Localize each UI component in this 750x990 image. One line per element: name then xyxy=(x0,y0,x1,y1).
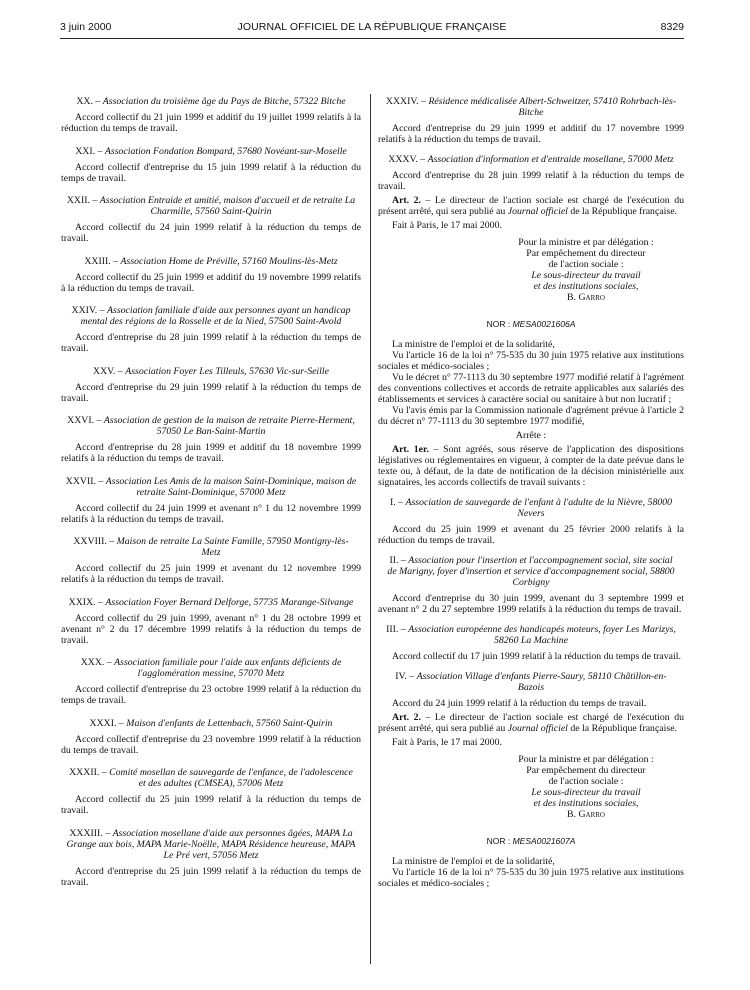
entry-number: XXXV. – xyxy=(388,154,426,165)
preamble-paragraph: Vu le décret n° 77-1113 du 30 septembre 1977 modifié relatif à l'agrément des conventions collectives et accords de retraite applicables aux salariés des établissements et services à caractère social ou sanitaire à but non lucratif ; xyxy=(378,372,684,405)
page-number: 8329 xyxy=(660,21,684,33)
nor-reference xyxy=(378,319,684,329)
entry-title: Association pour l'insertion et l'accompagnement social, site social de Marigny, foyer d'insertion et service d'accompagnement social, 58800 Corbigny xyxy=(387,555,675,588)
signature-line: de l'action sociale : xyxy=(548,776,624,787)
entry-number: XXXI. – xyxy=(89,717,124,729)
entry-heading xyxy=(61,657,361,679)
header-date: 3 juin 2000 xyxy=(60,21,112,33)
right-roman-entries xyxy=(378,488,684,709)
entry-body: Accord d'entreprise du 28 juin 1999 relatif à la réduction du temps de travail. xyxy=(61,332,361,354)
article-2-text: – Le directeur de l'action sociale est chargé de l'exécution du présent arrêté, qui sera publié au xyxy=(378,195,684,217)
entry-body: Accord d'entreprise du 28 juin 1999 relatif à la réduction du temps de travail. xyxy=(378,170,684,192)
signature-line: Pour la ministre et par délégation : xyxy=(518,754,654,765)
fait-line: Fait à Paris, le 17 mai 2000. xyxy=(392,220,502,231)
entry-body: Accord collectif du 24 juin 1999 relatif à la réduction du temps de travail. xyxy=(61,222,361,244)
decree-entry xyxy=(378,555,684,615)
journal-name: Journal officiel xyxy=(507,206,568,217)
spacer xyxy=(61,294,361,306)
signature-line: Par empêchement du directeur xyxy=(526,765,646,776)
arrete-heading: Arrête : xyxy=(515,430,547,441)
article-2-label: Art. 2. xyxy=(392,712,421,723)
entry-body: Accord collectif du 24 juin 1999 et avenant n° 1 du 12 novembre 1999 relatifs à la réduction du temps de travail. xyxy=(61,502,361,525)
spacer xyxy=(378,615,684,624)
entry-title: Association Home de Préville, 57160 Moulins-lès-Metz xyxy=(120,255,338,267)
preamble-paragraph: Vu l'avis émis par la Commission nationale d'agrément prévue à l'article 2 du décret n° 77-1113 du 30 septembre 1977 modifié, xyxy=(378,405,684,427)
nor-code: MESA0021606A xyxy=(512,319,576,329)
entry-heading xyxy=(61,597,361,608)
signature-block xyxy=(488,754,684,820)
entry-body: Accord du 25 juin 1999 et avenant du 25 février 2000 relatifs à la réduction du temps de travail. xyxy=(378,524,684,546)
page-header xyxy=(60,21,684,35)
decree-entry xyxy=(61,657,361,706)
article-1-label: Art. 1er. xyxy=(392,444,429,455)
spacer xyxy=(61,404,361,416)
preamble-paragraph: La ministre de l'emploi et de la solidarité, xyxy=(392,856,555,867)
article-2-label: Art. 2. xyxy=(392,195,421,206)
signature-line: de l'action sociale : xyxy=(548,259,624,270)
signature-line: Le sous-directeur du travail xyxy=(531,787,641,798)
spacer xyxy=(378,488,684,497)
entry-body: Accord collectif du 25 juin 1999 et additif du 19 novembre 1999 relatifs à la réduction du temps de travail. xyxy=(61,271,361,294)
entry-heading xyxy=(61,767,361,789)
entry-body: Accord d'entreprise du 28 juin 1999 et additif du 18 novembre 1999 relatifs à la réduction du temps de travail. xyxy=(61,442,361,464)
preamble-paragraph: La ministre de l'emploi et de la solidarité, xyxy=(392,339,555,350)
decree-entry xyxy=(61,718,361,756)
decree-entry xyxy=(61,476,361,525)
entry-number: XXII. – xyxy=(66,195,98,206)
entry-heading xyxy=(61,415,361,437)
article-1-text: – Sont agréés, sous réserve de l'application des dispositions législatives ou réglementaires en vigueur, à compter de la date prévue dans le texte ou, à défaut, de la date de notification de la décision ministérielle aux signataires, les accords collectifs de travail suivants : xyxy=(378,444,684,488)
decree-entry xyxy=(61,305,361,354)
entry-number: XXXIII. – xyxy=(69,827,111,839)
entry-title: Association Village d'enfants Pierre-Saury, 58110 Châtillon-en-Bazois xyxy=(416,671,667,693)
entry-body: Accord d'entreprise du 25 juin 1999 relatif à la réduction du temps de travail. xyxy=(61,865,361,888)
signature-line: et des institutions sociales, xyxy=(533,798,639,809)
decree-entry xyxy=(61,256,361,294)
entry-body: Accord collectif du 29 juin 1999, avenant n° 1 du 28 octobre 1999 et avenant n° 2 du 17 décembre 1999 relatifs à la réduction du temps de travail. xyxy=(61,612,361,646)
nor-code: MESA0021607A xyxy=(512,836,576,846)
nor-reference xyxy=(378,836,684,846)
decree-entry xyxy=(61,415,361,464)
entry-title: Association mosellane d'aide aux personnes âgées, MAPA La Grange aux bois, MAPA Marie-Noëlle, MAPA Résidence heureuse, MAPA Le Pré vert, 57056 Metz xyxy=(66,827,356,861)
spacer xyxy=(378,662,684,671)
decree-entry xyxy=(61,96,361,134)
entry-number: XXVI. – xyxy=(67,415,102,426)
entry-heading xyxy=(61,256,361,267)
entry-heading xyxy=(61,96,361,107)
spacer xyxy=(61,134,361,146)
entry-body: Accord collectif du 21 juin 1999 et additif du 19 juillet 1999 relatifs à la réduction du temps de travail. xyxy=(61,112,361,134)
spacer xyxy=(61,354,361,366)
decree-entry xyxy=(61,195,361,244)
entry-title: Association de gestion de la maison de retraite Pierre-Herment, 57050 Le Ban-Saint-Martin xyxy=(103,415,355,437)
entry-heading xyxy=(61,536,361,558)
entry-number: XXV. – xyxy=(93,365,123,377)
spacer xyxy=(61,184,361,196)
article-2 xyxy=(378,195,684,217)
article-2-text: – Le directeur de l'action sociale est chargé de l'exécution du présent arrêté, qui sera publié au xyxy=(378,712,684,734)
entry-title: Association de sauvegarde de l'enfant à l'adulte de la Nièvre, 58000 Nevers xyxy=(405,497,673,519)
entry-body: Accord collectif du 17 juin 1999 relatif à la réduction du temps de travail. xyxy=(392,651,681,662)
entry-number: IV. – xyxy=(395,671,415,682)
entry-title: Association d'information et d'entraide mosellane, 57000 Metz xyxy=(427,154,674,165)
decree-entry xyxy=(378,624,684,662)
spacer xyxy=(378,546,684,555)
entry-number: XXXIV. – xyxy=(385,96,426,107)
spacer xyxy=(61,756,361,768)
entry-number: XXIX. – xyxy=(68,596,103,608)
signature-name: B. Garro xyxy=(567,809,605,820)
entry-title: Association familiale d'aide aux personnes ayant un handicap mental des régions de la Rosselle et de la Nied, 57500 Saint-Avold xyxy=(80,305,351,327)
left-column xyxy=(61,96,361,888)
preamble-paragraph: Vu l'article 16 de la loi n° 75-535 du 30 juin 1975 relative aux institutions sociales et médico-sociales ; xyxy=(378,350,684,372)
entry-number: I. – xyxy=(389,497,404,508)
entry-body: Accord d'entreprise du 29 juin 1999 relatif à la réduction du temps de travail. xyxy=(61,381,361,404)
entry-heading xyxy=(378,497,684,519)
entry-number: III. – xyxy=(386,624,406,635)
entry-body: Accord collectif du 25 juin 1999 relatif à la réduction du temps de travail. xyxy=(61,794,361,816)
entry-heading xyxy=(378,154,684,165)
spacer xyxy=(61,464,361,476)
entry-number: XXI. – xyxy=(75,145,103,157)
nor-label: NOR : xyxy=(486,319,511,329)
entry-number: XXVII. – xyxy=(65,475,104,487)
entry-heading xyxy=(61,146,361,157)
spacer xyxy=(61,525,361,537)
entry-heading xyxy=(61,366,361,377)
entry-title: Association Foyer Bernard Delforge, 57735 Marange-Silvange xyxy=(105,596,354,608)
nor-label: NOR : xyxy=(486,836,511,846)
signature-line: Par empêchement du directeur xyxy=(526,248,646,259)
final-preamble xyxy=(378,856,684,889)
decree-entry xyxy=(61,828,361,888)
decree-entry xyxy=(61,146,361,184)
entry-number: XXVIII. – xyxy=(73,536,115,547)
signature-block xyxy=(488,237,684,303)
signature-line: Le sous-directeur du travail xyxy=(531,270,641,281)
decree-entry xyxy=(61,767,361,816)
entry-number: XXIII. – xyxy=(84,255,119,267)
entry-number: XXX. – xyxy=(80,657,112,668)
spacer xyxy=(378,145,684,154)
signature-name: B. Garro xyxy=(567,292,605,303)
entry-title: Association européenne des handicapés moteurs, foyer Les Marizys, 58260 La Machine xyxy=(408,624,676,646)
entry-title: Maison d'enfants de Lettenbach, 57560 Saint-Quirin xyxy=(126,717,333,729)
entry-title: Comité mosellan de sauvegarde de l'enfance, de l'adolescence et des adultes (CMSEA), 57006 Metz xyxy=(109,767,353,789)
column-divider xyxy=(370,94,371,964)
header-title: JOURNAL OFFICIEL DE LA RÉPUBLIQUE FRANÇAISE xyxy=(237,21,507,33)
decree-entry xyxy=(378,154,684,192)
spacer xyxy=(61,646,361,658)
header-rule xyxy=(60,38,684,39)
article-1 xyxy=(378,444,684,488)
signature-line: et des institutions sociales, xyxy=(533,281,639,292)
fait-line: Fait à Paris, le 17 mai 2000. xyxy=(392,737,502,748)
entry-number: XX. – xyxy=(76,96,101,107)
entry-heading xyxy=(378,624,684,646)
entry-title: Association Entraide et amitié, maison d'accueil et de retraite La Charmille, 57560 Saint-Quirin xyxy=(99,195,356,217)
entry-number: II. – xyxy=(389,555,406,566)
article-2-text-end: de la République française. xyxy=(567,206,677,217)
journal-name: Journal officiel xyxy=(507,723,568,734)
entry-number: XXIV. – xyxy=(71,305,105,316)
entry-title: Association Foyer Les Tilleuls, 57630 Vic-sur-Seille xyxy=(125,365,329,377)
spacer xyxy=(61,816,361,828)
entry-title: Résidence médicalisée Albert-Schweitzer, 57410 Rohrbach-lès-Bitche xyxy=(428,96,677,118)
entry-body: Accord collectif du 25 juin 1999 et avenant du 12 novembre 1999 relatifs à la réduction du temps de travail. xyxy=(61,563,361,585)
preamble-paragraph: Vu l'article 16 de la loi n° 75-535 du 30 juin 1975 relative aux institutions sociales et médico-sociales ; xyxy=(378,867,684,889)
decree-preamble xyxy=(378,339,684,427)
right-column xyxy=(378,96,684,889)
spacer xyxy=(61,244,361,256)
decree-entry xyxy=(61,536,361,585)
entry-heading xyxy=(61,476,361,498)
article-2-second xyxy=(378,712,684,734)
decree-entry xyxy=(378,96,684,145)
entry-heading xyxy=(61,718,361,729)
entry-body: Accord du 24 juin 1999 relatif à la réduction du temps de travail. xyxy=(392,698,647,709)
entry-title: Association du troisième âge du Pays de Bitche, 57322 Bitche xyxy=(102,96,346,107)
decree-entry xyxy=(61,366,361,404)
spacer xyxy=(61,585,361,597)
decree-entry xyxy=(378,671,684,709)
right-top-entries xyxy=(378,96,684,192)
entry-heading xyxy=(61,828,361,861)
entry-title: Maison de retraite La Sainte Famille, 57950 Montigny-lès-Metz xyxy=(116,536,349,558)
entry-heading xyxy=(378,96,684,118)
entry-title: Association familiale pour l'aide aux enfants déficients de l'agglomération messine, 57070 Metz xyxy=(114,657,342,679)
entry-body: Accord collectif d'entreprise du 23 octobre 1999 relatif à la réduction du temps de travail. xyxy=(61,684,361,706)
entry-heading xyxy=(378,671,684,693)
entry-title: Association Fondation Bompard, 57680 Novéant-sur-Moselle xyxy=(104,145,347,157)
entry-heading xyxy=(61,195,361,217)
entry-title: Association Les Amis de la maison Saint-Dominique, maison de retraite Saint-Dominique, 57000 Metz xyxy=(105,475,357,498)
entry-body: Accord d'entreprise du 30 juin 1999, avenant du 3 septembre 1999 et avenant n° 2 du 27 septembre 1999 relatifs à la réduction du temps de travail. xyxy=(378,593,684,615)
decree-entry xyxy=(378,497,684,546)
spacer xyxy=(61,706,361,718)
decree-entry xyxy=(61,597,361,646)
entry-heading xyxy=(61,305,361,327)
entry-body: Accord collectif d'entreprise du 15 juin 1999 relatif à la réduction du temps de travail. xyxy=(61,161,361,184)
signature-line: Pour la ministre et par délégation : xyxy=(518,237,654,248)
entry-heading xyxy=(378,555,684,588)
entry-body: Accord d'entreprise du 29 juin 1999 et additif du 17 novembre 1999 relatifs à la réduction du temps de travail. xyxy=(378,123,684,145)
entry-body: Accord collectif d'entreprise du 23 novembre 1999 relatif à la réduction du temps de travail. xyxy=(61,733,361,756)
article-2-text-end: de la République française. xyxy=(567,723,677,734)
entry-number: XXXII. – xyxy=(69,767,107,778)
